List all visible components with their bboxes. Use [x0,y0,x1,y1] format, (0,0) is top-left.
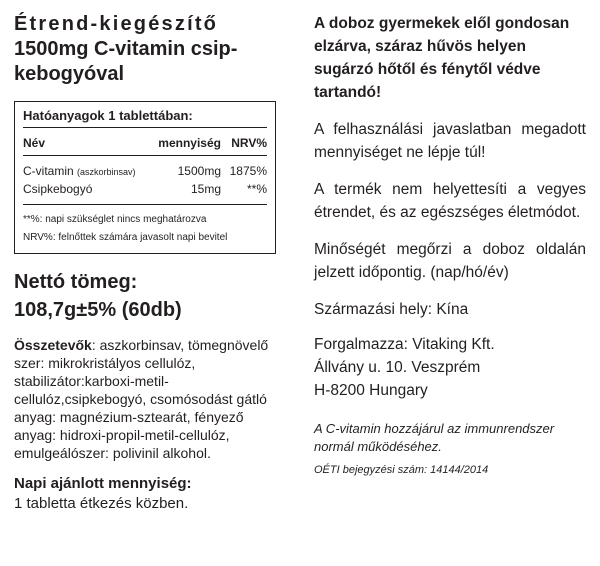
origin: Származási hely: Kína [314,301,469,318]
product-title-line3: kebogyóval [14,63,125,85]
recommended-title: Napi ajánlott mennyiség: [14,475,192,492]
nutrition-heading: Hatóanyagok 1 tablettában: [23,106,267,128]
row-subname: (aszkorbinsav) [77,167,136,177]
row-quantity: 1500mg [177,164,221,178]
footnote-nrv: NRV%: felnőttek számára javasolt napi bevitel [23,232,228,243]
recommended-text: 1 tabletta étkezés közben. [14,495,189,512]
registration-number: OÉTI bejegyzési szám: 14144/2014 [314,464,489,476]
column-nrv: NRV% [231,136,267,150]
left-column [14,12,286,513]
ingredients-text: : aszkorbinsav, tömegnövelő szer: mikrokristályos cellulóz, stabilizátor:karboxi-metil-cellulóz,csipkebogyó, csomósodást gátló anyag: magnézium-sztearát, fényező anyag: hidroxi-propil-metil-cellulóz, emulgeálószer: polivinil alkohol. [14,337,269,461]
row-nrv: **% [246,182,267,196]
dosage-warning: A felhasználási javaslatban megadott mennyiséget ne lépje túl! [314,121,586,161]
product-title-line1: Étrend-kiegészítő [14,13,219,35]
diet-notice: A termék nem helyettesíti a vegyes étrendet, és az egészséges életmódot. [314,181,586,221]
nutrition-rows [23,156,267,205]
distributor-name: Forgalmazza: Vitaking Kft. [314,336,495,353]
ingredients [14,336,286,462]
right-column [314,12,586,476]
distributor-postal: H-8200 Hungary [314,382,428,399]
distributor [314,333,586,402]
footnote-not-defined: **%: napi szükséglet nincs meghatározva [23,214,207,225]
net-weight-label: Nettó tömeg: [14,271,138,293]
nutrition-footnotes [23,205,267,247]
ingredients-label: Összetevők [14,337,92,353]
row-nrv: 1875% [229,164,267,178]
row-name: Csipkebogyó [23,182,93,196]
column-quantity: mennyiség [158,136,221,150]
nutrition-column-headers [23,128,267,156]
net-weight-value: 108,7g±5% (60db) [14,299,182,321]
product-title-line2: 1500mg C-vitamin csip- [14,38,238,60]
health-claim: A C-vitamin hozzájárul az immunrendszer normál működéséhez. [314,421,555,454]
distributor-address: Állvány u. 10. Veszprém [314,359,481,376]
table-row [23,160,267,178]
best-before: Minőségét megőrzi a doboz oldalán jelzett időpontig. (nap/hó/év) [314,241,586,281]
nutrition-table [14,101,276,254]
storage-warning: A doboz gyermekek elől gondosan elzárva, száraz hűvös helyen sugárzó hőtől és fénytől védve tartandó! [314,15,570,101]
row-quantity: 15mg [190,182,221,196]
row-name: C-vitamin (aszkorbinsav) [23,164,136,178]
column-name: Név [23,136,46,150]
net-weight [14,268,286,324]
table-row [23,178,267,196]
